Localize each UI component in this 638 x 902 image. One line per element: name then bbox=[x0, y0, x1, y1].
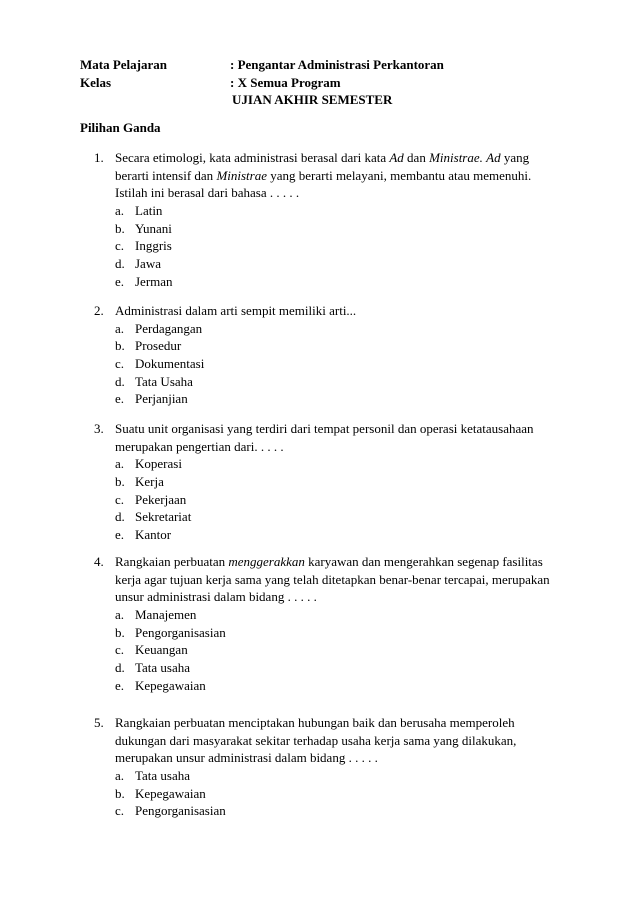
answer-option bbox=[115, 526, 564, 544]
option-letter: a. bbox=[115, 607, 125, 623]
class-label: Kelas bbox=[80, 75, 112, 90]
subject-label: Mata Pelajaran bbox=[80, 57, 168, 72]
answer-options bbox=[115, 455, 564, 543]
answer-option bbox=[115, 455, 564, 473]
answer-options bbox=[115, 320, 564, 408]
option-text: Keuangan bbox=[135, 642, 188, 658]
answer-option bbox=[115, 606, 564, 624]
option-letter: c. bbox=[115, 491, 125, 507]
italic-term: Ministrae. bbox=[429, 150, 483, 165]
question-text bbox=[115, 714, 564, 767]
option-letter: c. bbox=[115, 238, 125, 254]
option-text: Perjanjian bbox=[135, 391, 188, 407]
question-text-part: Rangkaian perbuatan menciptakan hubungan baik dan berusaha memperoleh dukungan dari masyarakat sekitar terhadap usaha kerja sama yang dilakukan, merupakan unsur administrasi dalam bidang . . . . . bbox=[115, 715, 517, 766]
question-text-part: Administrasi dalam arti sempit memiliki arti... bbox=[115, 303, 357, 318]
question-text-part: Suatu unit organisasi yang terdiri dari tempat personil dan operasi ketatausahaan merupakan pengertian dari. . . . . bbox=[115, 421, 534, 454]
option-letter: e. bbox=[115, 273, 125, 289]
question-number: 1. bbox=[94, 150, 104, 165]
option-letter: c. bbox=[115, 803, 125, 819]
answer-option bbox=[115, 473, 564, 491]
italic-term: Ad bbox=[389, 150, 404, 165]
question bbox=[94, 420, 564, 544]
answer-option bbox=[115, 508, 564, 526]
answer-option bbox=[115, 255, 564, 273]
option-letter: b. bbox=[115, 338, 125, 354]
answer-options bbox=[115, 202, 564, 290]
exam-title: UJIAN AKHIR SEMESTER bbox=[232, 92, 393, 107]
option-letter: e. bbox=[115, 391, 125, 407]
option-text: Tata usaha bbox=[135, 660, 191, 676]
option-text: Dokumentasi bbox=[135, 356, 205, 372]
question bbox=[94, 302, 564, 408]
answer-option bbox=[115, 491, 564, 509]
italic-term: Ad bbox=[486, 150, 501, 165]
question-number: 2. bbox=[94, 303, 104, 318]
option-letter: a. bbox=[115, 320, 125, 336]
option-text: Manajemen bbox=[135, 607, 197, 623]
question-text bbox=[115, 302, 564, 320]
option-text: Jawa bbox=[135, 256, 161, 272]
answer-option bbox=[115, 220, 564, 238]
question bbox=[94, 553, 564, 695]
option-text: Koperasi bbox=[135, 456, 182, 472]
option-text: Pengorganisasian bbox=[135, 803, 226, 819]
option-text: Latin bbox=[135, 203, 163, 219]
option-text: Kantor bbox=[135, 527, 172, 543]
option-letter: d. bbox=[115, 256, 125, 272]
option-text: Tata Usaha bbox=[135, 373, 193, 389]
answer-option bbox=[115, 641, 564, 659]
option-letter: e. bbox=[115, 677, 125, 693]
option-letter: a. bbox=[115, 203, 125, 219]
question-number: 5. bbox=[94, 715, 104, 730]
option-text: Pekerjaan bbox=[135, 491, 187, 507]
option-text: Prosedur bbox=[135, 338, 182, 354]
question-number: 4. bbox=[94, 554, 104, 569]
question-text-part: Rangkaian perbuatan bbox=[115, 554, 229, 569]
answer-option bbox=[115, 659, 564, 677]
answer-option bbox=[115, 320, 564, 338]
option-letter: d. bbox=[115, 509, 125, 525]
option-text: Inggris bbox=[135, 238, 172, 254]
italic-term: menggerakkan bbox=[228, 554, 305, 569]
subject-value: : Pengantar Administrasi Perkantoran bbox=[230, 57, 444, 72]
answer-options bbox=[115, 767, 564, 820]
option-letter: e. bbox=[115, 527, 125, 543]
option-letter: b. bbox=[115, 624, 125, 640]
option-text: Jerman bbox=[135, 273, 173, 289]
question-text-part: dan bbox=[403, 150, 430, 165]
answer-options bbox=[115, 606, 564, 694]
subject-row bbox=[80, 56, 444, 73]
question-text-part: karyawan dan mengerahkan segenap fasilitas kerja agar tujuan kerja sama yang telah ditetapkan benar-benar tercapai, merupakan unsur administrasi dalam bidang . . . . . bbox=[115, 554, 550, 605]
option-letter: b. bbox=[115, 474, 125, 490]
option-text: Perdagangan bbox=[135, 320, 203, 336]
option-letter: d. bbox=[115, 373, 125, 389]
question bbox=[94, 714, 564, 820]
option-letter: c. bbox=[115, 356, 125, 372]
italic-term: Ministrae bbox=[216, 167, 267, 183]
question-text-part: yang berarti intensif dan bbox=[115, 150, 530, 183]
option-letter: b. bbox=[115, 220, 125, 236]
section-title: Pilihan Ganda bbox=[80, 120, 161, 135]
answer-option bbox=[115, 390, 564, 408]
option-letter: a. bbox=[115, 456, 125, 472]
answer-option bbox=[115, 767, 564, 785]
option-letter: a. bbox=[115, 768, 125, 784]
option-text: Yunani bbox=[135, 220, 172, 236]
question-text bbox=[115, 149, 564, 202]
option-text: Kepegawaian bbox=[135, 785, 206, 801]
option-letter: b. bbox=[115, 785, 125, 801]
answer-option bbox=[115, 785, 564, 803]
class-row bbox=[80, 74, 341, 91]
option-text: Tata usaha bbox=[135, 768, 191, 784]
option-text: Pengorganisasian bbox=[135, 624, 226, 640]
answer-option bbox=[115, 802, 564, 820]
answer-option bbox=[115, 677, 564, 695]
answer-option bbox=[115, 273, 564, 291]
answer-option bbox=[115, 373, 564, 391]
question-text bbox=[115, 553, 564, 606]
question-text-part: Secara etimologi, kata administrasi berasal dari kata bbox=[115, 150, 390, 165]
class-value: : X Semua Program bbox=[230, 75, 341, 90]
answer-option bbox=[115, 355, 564, 373]
question-number: 3. bbox=[94, 421, 104, 436]
answer-option bbox=[115, 337, 564, 355]
option-letter: d. bbox=[115, 660, 125, 676]
answer-option bbox=[115, 202, 564, 220]
question bbox=[94, 149, 564, 291]
answer-option bbox=[115, 624, 564, 642]
question-text bbox=[115, 420, 564, 455]
option-text: Kepegawaian bbox=[135, 677, 206, 693]
option-letter: c. bbox=[115, 642, 125, 658]
answer-option bbox=[115, 237, 564, 255]
question-text-part: yang berarti melayani, membantu atau memenuhi. Istilah ini berasal dari bahasa . . . . . bbox=[115, 167, 532, 201]
option-text: Sekretariat bbox=[135, 509, 192, 525]
option-text: Kerja bbox=[135, 474, 164, 490]
